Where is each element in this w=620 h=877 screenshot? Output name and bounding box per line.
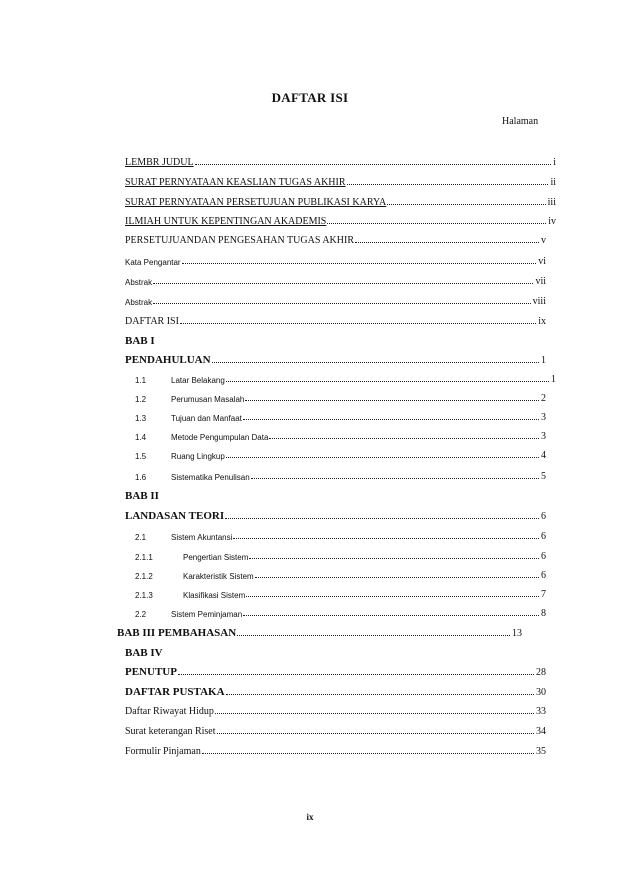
toc-entry-page: 6 xyxy=(541,551,546,562)
toc-entry-number: 1.4 xyxy=(135,433,147,442)
toc-entry-label: DAFTAR ISI xyxy=(125,316,179,327)
dot-leader xyxy=(180,322,536,324)
dot-leader xyxy=(217,732,534,734)
toc-entry xyxy=(125,352,546,366)
dot-leader xyxy=(202,752,534,754)
toc-entry-label: BAB IV xyxy=(125,647,163,659)
toc-entry-label: Abstrak xyxy=(125,298,153,307)
dot-leader xyxy=(243,614,539,616)
dot-leader xyxy=(195,163,552,165)
toc-entry-label: BAB III PEMBAHASAN xyxy=(117,627,237,639)
toc-entry xyxy=(135,567,546,581)
toc-entry-page: 13 xyxy=(512,628,522,639)
toc-entry-label: Sistem Peminjaman xyxy=(171,610,243,619)
toc-entry-number: 1.5 xyxy=(135,452,147,461)
toc-entry-page: vii xyxy=(535,276,546,287)
toc-entry-label: PENDAHULUAN xyxy=(125,354,211,366)
toc-entry-label: LANDASAN TEORI xyxy=(125,510,225,522)
toc-entry xyxy=(135,586,546,600)
toc-entry xyxy=(135,548,546,562)
toc-entry-label: BAB I xyxy=(125,335,155,347)
toc-entry-page: 8 xyxy=(541,608,546,619)
dot-leader xyxy=(225,517,539,519)
toc-entry xyxy=(125,723,546,737)
dot-leader xyxy=(226,380,549,382)
toc-entry-label: Daftar Riwayat Hidup xyxy=(125,706,214,717)
toc-entry-label: BAB II xyxy=(125,490,159,502)
toc-entry xyxy=(135,468,546,482)
dot-leader xyxy=(226,693,534,695)
dot-leader xyxy=(233,537,539,539)
toc-entry-page: 2 xyxy=(541,393,546,404)
toc-entry-label: Sistematika Penulisan xyxy=(171,473,250,482)
toc-entry xyxy=(125,154,556,168)
toc-entry-page: v xyxy=(541,235,546,246)
dot-leader xyxy=(327,222,546,224)
toc-entry-page: 28 xyxy=(536,667,546,678)
toc-entry-page: 4 xyxy=(541,450,546,461)
toc-entry-label: Pengertian Sistem xyxy=(183,553,249,562)
toc-entry xyxy=(125,313,546,327)
toc-entry-number: 2.1.3 xyxy=(135,591,153,600)
toc-entry-label: ILMIAH UNTUK KEPENTINGAN AKADEMIS xyxy=(125,216,327,227)
toc-entry-number: 2.1.1 xyxy=(135,553,153,562)
toc-entry-page: ix xyxy=(538,316,546,327)
toc-entry-label: Klasifikasi Sistem xyxy=(183,591,246,600)
toc-entry-label: LEMBR JUDUL xyxy=(125,157,194,168)
toc-entry-page: 6 xyxy=(541,531,546,542)
dot-leader xyxy=(153,282,533,284)
toc-entry-page: 33 xyxy=(536,706,546,717)
toc-entry-label: Tujuan dan Manfaat xyxy=(171,414,242,423)
toc-entry xyxy=(135,428,546,442)
toc-entry-number: 1.3 xyxy=(135,414,147,423)
toc-entry-label: Sistem Akuntansi xyxy=(171,533,233,542)
dot-leader xyxy=(215,712,534,714)
toc-entry-number: 1.1 xyxy=(135,376,147,385)
dot-leader xyxy=(246,595,539,597)
dot-leader xyxy=(226,456,539,458)
dot-leader xyxy=(251,477,539,479)
toc-entry-page: ii xyxy=(550,177,556,188)
toc-entry xyxy=(125,703,546,717)
toc-entry-page: 1 xyxy=(551,374,556,385)
toc-entry-number: 2.1.2 xyxy=(135,572,153,581)
toc-entry-label: Latar Belakang xyxy=(171,376,225,385)
dot-leader xyxy=(269,437,539,439)
toc-entry-page: 34 xyxy=(536,726,546,737)
toc-entry-number: 1.6 xyxy=(135,473,147,482)
toc-entry-number: 2.2 xyxy=(135,610,147,619)
toc-entry xyxy=(125,194,556,208)
toc-entry-page: 3 xyxy=(541,412,546,423)
toc-entry-label: Perumusan Masalah xyxy=(171,395,245,404)
toc-entry-label: Ruang Lingkup xyxy=(171,452,225,461)
toc-entry xyxy=(125,174,556,188)
toc-entry-page: 6 xyxy=(541,511,546,522)
toc-entry xyxy=(125,273,546,287)
page-column-header: Halaman xyxy=(502,116,539,127)
toc-entry-page: vi xyxy=(538,256,546,267)
document-title: DAFTAR ISI xyxy=(271,90,349,105)
toc-entry-page: 1 xyxy=(541,355,546,366)
toc-entry xyxy=(125,293,546,307)
toc-entry xyxy=(135,528,546,542)
dot-leader xyxy=(182,262,537,264)
toc-entry xyxy=(135,371,556,385)
toc-entry-page: 6 xyxy=(541,570,546,581)
toc-entry xyxy=(125,684,546,698)
toc-entry-page: iv xyxy=(548,216,556,227)
toc-entry-number: 2.1 xyxy=(135,533,147,542)
toc-entry-label: Surat keterangan Riset xyxy=(125,726,216,737)
toc-entry-label: Abstrak xyxy=(125,278,153,287)
toc-entry xyxy=(125,508,546,522)
toc-entry xyxy=(125,664,546,678)
toc-entry-label: PERSETUJUANDAN PENGESAHAN TUGAS AKHIR xyxy=(125,235,354,246)
dot-leader xyxy=(255,576,539,578)
toc-entry-label: DAFTAR PUSTAKA xyxy=(125,686,225,698)
toc-entry-label: Karakteristik Sistem xyxy=(183,572,254,581)
toc-entry xyxy=(135,390,546,404)
toc-entry xyxy=(125,213,556,227)
dot-leader xyxy=(212,361,539,363)
dot-leader xyxy=(347,183,549,185)
toc-entry-label: PENUTUP xyxy=(125,666,177,678)
toc-entry xyxy=(125,645,546,659)
toc-entry-page: 35 xyxy=(536,746,546,757)
toc-entry xyxy=(117,625,522,639)
toc-entry-page: 3 xyxy=(541,431,546,442)
toc-entry xyxy=(125,743,546,757)
toc-entry-page: viii xyxy=(532,296,546,307)
dot-leader xyxy=(355,241,539,243)
dot-leader xyxy=(387,203,545,205)
dot-leader xyxy=(237,634,510,636)
dot-leader xyxy=(245,399,539,401)
toc-entry-page: 5 xyxy=(541,471,546,482)
toc-entry-page: 7 xyxy=(541,589,546,600)
dot-leader xyxy=(243,418,539,420)
toc-entry-label: Kata Pengantar xyxy=(125,258,181,267)
toc-entry xyxy=(125,253,546,267)
toc-entry xyxy=(125,333,546,347)
dot-leader xyxy=(249,557,539,559)
toc-entry-page: i xyxy=(553,157,556,168)
toc-entry-label: SURAT PERNYATAAN PERSETUJUAN PUBLIKASI KARYA xyxy=(125,197,387,208)
toc-entry-number: 1.2 xyxy=(135,395,147,404)
toc-entry-label: Metode Pengumpulan Data xyxy=(171,433,269,442)
toc-entry-label: Formulir Pinjaman xyxy=(125,746,201,757)
page-number-footer: ix xyxy=(306,812,314,822)
toc-entry-page: iii xyxy=(547,197,556,208)
dot-leader xyxy=(178,673,534,675)
toc-entry xyxy=(125,232,546,246)
toc-entry-page: 30 xyxy=(536,687,546,698)
toc-entry xyxy=(135,447,546,461)
toc-entry-label: SURAT PERNYATAAN KEASLIAN TUGAS AKHIR xyxy=(125,177,346,188)
toc-entry xyxy=(135,605,546,619)
toc-entry xyxy=(125,488,546,502)
dot-leader xyxy=(153,302,531,304)
toc-entry xyxy=(135,409,546,423)
